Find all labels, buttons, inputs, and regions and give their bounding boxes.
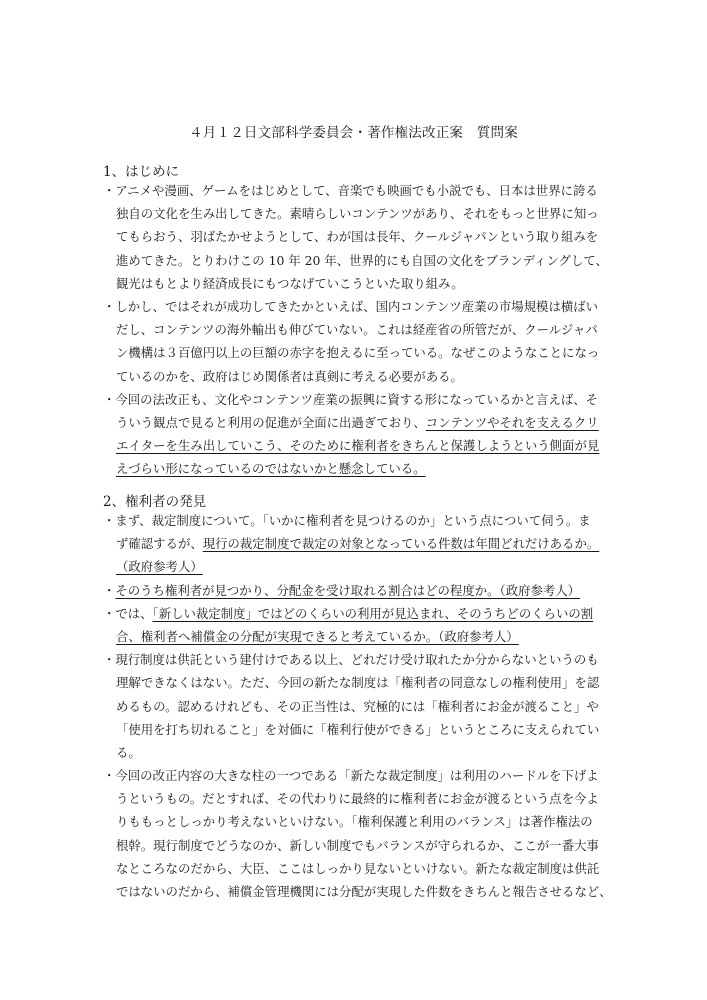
text-segment: りももっとしっかり考えないといけない。「権利保護と利用のバランス」は著作権法の xyxy=(116,814,593,830)
bullet-paragraph xyxy=(103,602,613,648)
text-segment: てもらおう、羽ばたかせようとして、わが国は長年、クールジャパンという取り組みを xyxy=(116,229,599,245)
text-line xyxy=(103,532,613,555)
bullet-paragraph xyxy=(103,648,613,764)
bullet-paragraph xyxy=(103,179,613,295)
text-segment: ・ xyxy=(103,582,116,598)
text-line xyxy=(103,625,613,648)
text-segment: 進めてきた。とりわけこの 10 年 20 年、世界的にも自国の文化をブランディングして、 xyxy=(116,252,608,268)
text-line xyxy=(103,411,613,434)
text-line xyxy=(103,272,613,295)
bullet-paragraph xyxy=(103,295,613,388)
text-line xyxy=(103,318,613,341)
text-segment: ・まず、裁定制度について。「いかに権利者を見つけるのか」という点について伺う。ま xyxy=(103,513,591,528)
text-segment: ・今回の法改正も、文化やコンテンツ産業の振興に資する形になっているかと言えば、そ xyxy=(103,391,599,407)
text-segment: ・しかし、ではそれが成功してきたかといえば、国内コンテンツ産業の市場規模は横ばい xyxy=(103,298,599,314)
text-segment: なところなのだから、大臣、ここはしっかり見ないといけない。新たな裁定制度は供託 xyxy=(116,860,600,876)
text-line xyxy=(103,434,613,457)
text-segment: うというもの。だとすれば、その代わりに最終的に権利者にお金が渡るという点を今よ xyxy=(116,791,599,807)
text-line xyxy=(103,648,613,671)
section-2-body xyxy=(103,509,613,903)
text-segment: めるもの。認めるけれども、その正当性は、究極的には「権利者にお金が渡ること」や xyxy=(116,698,599,714)
text-segment: 観光はもとより経済成長にもつなげていこうといた取り組み。 xyxy=(116,275,464,291)
text-segment: ン機構は３百億円以上の巨額の赤字を抱えるに至っている。なぜこのようなことになっ xyxy=(116,345,600,361)
text-line xyxy=(103,202,613,225)
text-line xyxy=(103,880,613,903)
text-line xyxy=(103,509,613,532)
section-1-body xyxy=(103,179,613,480)
text-segment: ・アニメや漫画、ゲームをはじめとして、音楽でも映画でも小説でも、日本は世界に誇る xyxy=(103,183,598,198)
text-segment: 独自の文化を生み出してきた。素晴らしいコンテンツがあり、それをもっと世界に知っ xyxy=(116,206,599,222)
bullet-paragraph xyxy=(103,388,613,481)
underlined-text: 「新しい裁定制度」ではどのくらいの利用が見込まれ、そのうちどのくらいの割 xyxy=(152,605,594,621)
text-segment: ういう観点で見ると利用の促進が全面に出過ぎており、 xyxy=(116,414,426,430)
text-segment: ではないのだから、補償金管理機関には分配が実現した件数をきちんと報告させるなど、 xyxy=(116,884,612,899)
section-2-heading: 2、権利者の発見 xyxy=(103,494,207,510)
underlined-text: （政府参考人） xyxy=(116,559,203,575)
text-line xyxy=(103,787,613,810)
text-line xyxy=(103,718,613,741)
underlined-text: コンテンツやそれを支えるクリ xyxy=(425,414,599,430)
text-segment: ているのかを、政府はじめ関係者は真剣に考える必要がある。 xyxy=(116,368,463,384)
text-line xyxy=(103,602,613,625)
text-line xyxy=(103,249,613,272)
text-segment: ず確認するが、 xyxy=(116,536,203,552)
bullet-paragraph xyxy=(103,579,613,602)
text-line xyxy=(103,671,613,694)
text-line xyxy=(103,179,613,202)
underlined-text: えづらい形になっているのではないかと懸念している。 xyxy=(116,461,426,477)
text-line xyxy=(103,457,613,480)
text-line xyxy=(103,579,613,602)
text-segment: 「使用を打ち切れること」を対価に「権利行使ができる」というところに支えられてい xyxy=(116,721,600,737)
text-segment: 根幹。現行制度でどうなのか、新しい制度でもバランスが守られるか、ここが一番大事 xyxy=(116,837,599,853)
section-1-heading: 1、はじめに xyxy=(103,164,180,180)
text-segment: る。 xyxy=(116,744,141,760)
text-segment: 理解できなくはない。ただ、今回の新たな制度は「権利者の同意なしの権利使用」を認 xyxy=(116,675,600,691)
text-segment: ・では、 xyxy=(103,605,153,621)
text-line xyxy=(103,834,613,857)
underlined-text: 現行の裁定制度で裁定の対象となっている件数は年間どれだけあるか。 xyxy=(202,536,600,552)
text-line xyxy=(103,810,613,833)
text-line xyxy=(103,388,613,411)
bullet-paragraph xyxy=(103,509,613,579)
underlined-text: エイターを生み出していこう、そのために権利者をきちんと保護しようという側面が見 xyxy=(116,438,600,454)
text-line xyxy=(103,341,613,364)
text-segment: ・現行制度は供託という建付けである以上、どれだけ受け取れたか分からないというのも xyxy=(103,652,599,668)
text-line xyxy=(103,857,613,880)
text-segment: だし、コンテンツの海外輸出も伸びていない。これは経産省の所管だが、クールジャパ xyxy=(116,322,598,338)
text-segment: ・今回の改正内容の大きな柱の一つである「新たな裁定制度」は利用のハードルを下げよ xyxy=(103,768,599,784)
text-line xyxy=(103,555,613,578)
underlined-text: そのうち権利者が見つかり、分配金を受け取れる割合はどの程度か。（政府参考人） xyxy=(115,582,581,598)
text-line xyxy=(103,295,613,318)
text-line xyxy=(103,764,613,787)
underlined-text: 合、権利者へ補償金の分配が実現できると考えているか。（政府参考人） xyxy=(116,628,519,644)
text-line xyxy=(103,225,613,248)
text-line xyxy=(103,365,613,388)
text-line xyxy=(103,695,613,718)
text-line xyxy=(103,741,613,764)
bullet-paragraph xyxy=(103,764,613,903)
document-title: ４月１２日文部科学委員会・著作権法改正案 質問案 xyxy=(189,125,518,141)
